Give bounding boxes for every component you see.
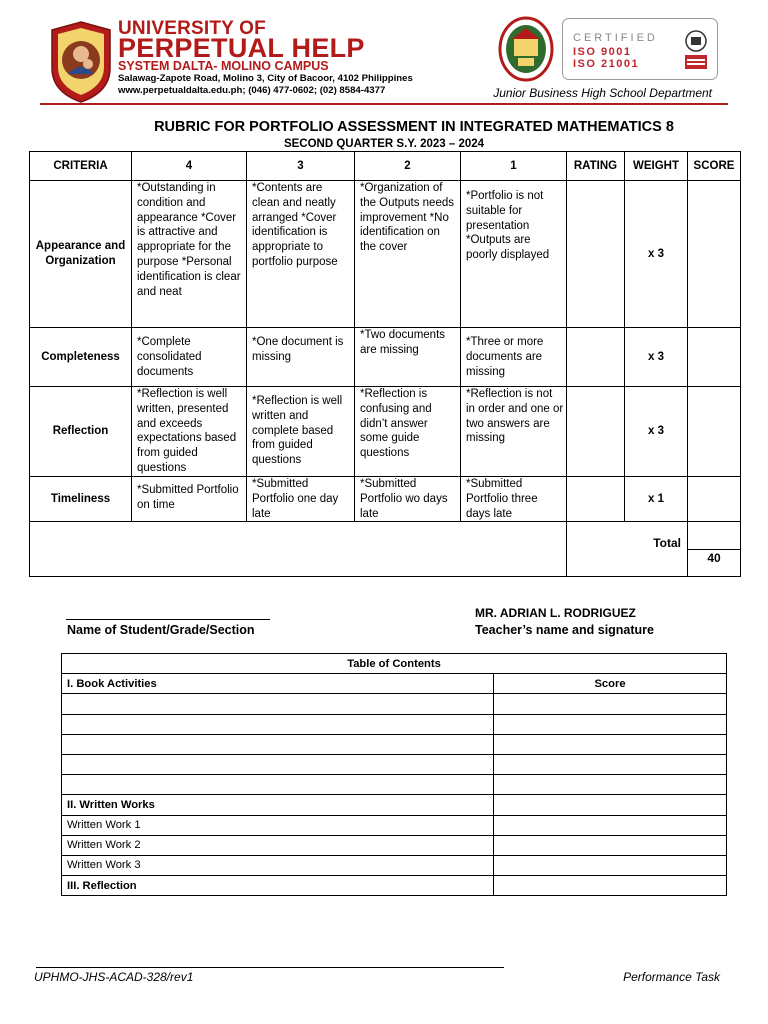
criteria-cell: Reflection (30, 387, 132, 477)
campus-address: Salawag-Zapote Road, Molino 3, City of Bacoor, 4102 Philippines (118, 73, 413, 84)
level-3-cell: *One document is missing (247, 328, 355, 387)
certification-badge (562, 18, 718, 80)
campus-name: SYSTEM DALTA- MOLINO CAMPUS (118, 59, 329, 73)
toc-row (62, 795, 727, 815)
header-score: SCORE (688, 152, 741, 181)
table-of-contents (61, 653, 727, 896)
page-header (40, 14, 730, 106)
toc-item-cell[interactable] (62, 734, 494, 754)
criteria-cell: Completeness (30, 328, 132, 387)
department-seal-icon (498, 16, 554, 82)
total-score-cell (688, 522, 741, 577)
teacher-name: MR. ADRIAN L. RODRIGUEZ (475, 606, 636, 620)
toc-row (62, 714, 727, 734)
criteria-cell: Appearance and Organization (30, 181, 132, 328)
toc-item-cell[interactable] (62, 714, 494, 734)
toc-row (62, 754, 727, 774)
rating-input-cell[interactable] (567, 477, 625, 522)
toc-written-work-3: Written Work 3 (62, 855, 494, 875)
level-4-cell: *Outstanding in condition and appearance *Cover is attractive and appropriate for the purpose *Personal identification is clear and neat (132, 181, 247, 328)
header-weight: WEIGHT (625, 152, 688, 181)
page-subtitle: SECOND QUARTER S.Y. 2023 – 2024 (283, 138, 485, 150)
iso-21001-label: ISO 21001 (573, 58, 640, 70)
student-name-label: Name of Student/Grade/Section (67, 623, 255, 637)
toc-score-cell[interactable] (494, 795, 727, 815)
toc-item-cell[interactable] (62, 775, 494, 795)
footer-divider (36, 967, 504, 968)
footer-label: Performance Task (623, 970, 720, 984)
total-label-cell (567, 522, 688, 577)
toc-row (62, 815, 727, 835)
toc-row (62, 855, 727, 875)
teacher-signature-label: Teacher’s name and signature (475, 623, 654, 637)
campus-contact: www.perpetualdalta.edu.ph; (046) 477-0602; (02) 8584-4377 (118, 85, 386, 96)
level-2-cell: *Organization of the Outputs needs improvement *No identification on the cover (355, 181, 461, 328)
toc-score-cell[interactable] (494, 775, 727, 795)
certified-label: CERTIFIED (573, 32, 658, 44)
toc-score-header: Score (494, 674, 727, 694)
header-rating: RATING (567, 152, 625, 181)
toc-book-activities: I. Book Activities (62, 674, 494, 694)
toc-score-cell[interactable] (494, 754, 727, 774)
level-2-cell: *Submitted Portfolio wo days late (355, 477, 461, 522)
iso-9001-label: ISO 9001 (573, 46, 632, 58)
total-blank-cell (30, 522, 567, 577)
rubric-row-completeness (30, 328, 741, 387)
level-1-cell: *Submitted Portfolio three days late (461, 477, 567, 522)
level-1-cell: *Three or more documents are missing (461, 328, 567, 387)
toc-header-row (62, 674, 727, 694)
header-divider (40, 103, 728, 105)
toc-written-work-2: Written Work 2 (62, 835, 494, 855)
toc-score-cell[interactable] (494, 815, 727, 835)
toc-item-cell[interactable] (62, 754, 494, 774)
toc-reflection: III. Reflection (62, 876, 494, 896)
university-seal-icon (48, 20, 114, 104)
score-input-cell[interactable] (688, 477, 741, 522)
level-1-cell: *Portfolio is not suitable for presentation *Outputs are poorly displayed (461, 181, 567, 328)
rubric-row-timeliness (30, 477, 741, 522)
score-input-cell[interactable] (688, 328, 741, 387)
rating-input-cell[interactable] (567, 328, 625, 387)
level-4-cell: *Complete consolidated documents (132, 328, 247, 387)
criteria-cell: Timeliness (30, 477, 132, 522)
toc-written-works: II. Written Works (62, 795, 494, 815)
toc-score-cell[interactable] (494, 694, 727, 714)
rubric-row-appearance (30, 181, 741, 328)
header-score-4: 4 (132, 152, 247, 181)
weight-cell: x 3 (625, 181, 688, 328)
level-4-cell: *Reflection is well written, presented and exceeds expectations based from guided questions (132, 387, 247, 477)
toc-row (62, 835, 727, 855)
university-name-line1: UNIVERSITY OF (118, 18, 266, 39)
toc-score-cell[interactable] (494, 734, 727, 754)
rubric-header-row (30, 152, 741, 181)
rating-input-cell[interactable] (567, 181, 625, 328)
toc-title-row (62, 654, 727, 674)
level-3-cell: *Submitted Portfolio one day late (247, 477, 355, 522)
page-title: RUBRIC FOR PORTFOLIO ASSESSMENT IN INTEGRATED MATHEMATICS 8 (154, 119, 674, 135)
toc-score-cell[interactable] (494, 855, 727, 875)
rating-input-cell[interactable] (567, 387, 625, 477)
level-2-cell: *Two documents are missing (355, 328, 461, 387)
header-score-1: 1 (461, 152, 567, 181)
toc-title: Table of Contents (62, 654, 727, 674)
level-3-cell: *Contents are clean and neatly arranged *Cover identification is appropriate to portfolio purpose (247, 181, 355, 328)
toc-item-cell[interactable] (62, 694, 494, 714)
rubric-table (29, 151, 741, 577)
toc-row (62, 734, 727, 754)
weight-cell: x 1 (625, 477, 688, 522)
bureau-veritas-logo-icon (683, 28, 709, 72)
department-label: Junior Business High School Department (493, 86, 712, 100)
document-code: UPHMO-JHS-ACAD-328/rev1 (34, 970, 194, 984)
toc-score-cell[interactable] (494, 714, 727, 734)
toc-score-cell[interactable] (494, 835, 727, 855)
total-score-max: 40 (707, 551, 721, 566)
toc-row (62, 876, 727, 896)
level-2-cell: *Reflection is confusing and didn’t answer some guide questions (355, 387, 461, 477)
rubric-row-reflection (30, 387, 741, 477)
total-label: Total (653, 536, 681, 551)
toc-row (62, 694, 727, 714)
toc-row (62, 775, 727, 795)
weight-cell: x 3 (625, 328, 688, 387)
toc-score-cell[interactable] (494, 876, 727, 896)
weight-cell: x 3 (625, 387, 688, 477)
header-criteria: CRITERIA (30, 152, 132, 181)
level-3-cell: *Reflection is well written and complete based from guided questions (247, 387, 355, 477)
level-1-cell: *Reflection is not in order and one or two answers are missing (461, 387, 567, 477)
level-4-cell: *Submitted Portfolio on time (132, 477, 247, 522)
rubric-total-row (30, 522, 741, 577)
score-input-cell[interactable] (688, 387, 741, 477)
header-score-3: 3 (247, 152, 355, 181)
total-score-input[interactable] (688, 522, 740, 550)
university-name-line2: PERPETUAL HELP (118, 33, 365, 63)
student-signature-line[interactable] (66, 619, 270, 620)
toc-written-work-1: Written Work 1 (62, 815, 494, 835)
header-score-2: 2 (355, 152, 461, 181)
score-input-cell[interactable] (688, 181, 741, 328)
